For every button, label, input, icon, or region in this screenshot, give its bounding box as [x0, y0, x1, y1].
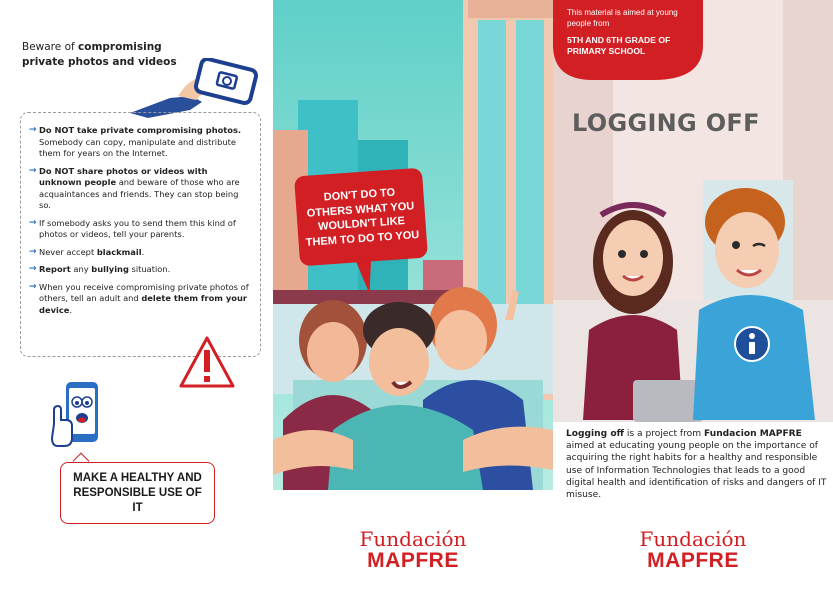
list-item — [29, 247, 250, 259]
tips-list — [20, 112, 261, 357]
logo-line-2: MAPFRE — [647, 549, 739, 572]
arrow-right-icon: → — [29, 246, 37, 257]
page-title: LOGGING OFF — [572, 109, 760, 137]
project-description — [566, 428, 828, 501]
logo-line-1: Fundación — [639, 527, 747, 551]
desc-text-1: is a project from — [623, 429, 704, 439]
target-audience-badge — [567, 8, 687, 57]
logo-line-1: Fundación — [359, 527, 467, 551]
tip-5-bold: Report — [39, 264, 71, 274]
tip-6-end: . — [69, 304, 73, 315]
desc-bold-1: Logging off — [566, 429, 624, 439]
right-panel — [553, 0, 833, 595]
tip-5-bold-2: bullying — [91, 264, 129, 274]
list-item — [29, 218, 250, 241]
list-item — [29, 166, 250, 212]
tip-6-bold: delete them from your device — [39, 293, 247, 315]
cta-text: MAKE A HEALTHY AND RESPONSIBLE USE OF IT — [73, 471, 202, 514]
tip-4-end: . — [141, 246, 145, 257]
beware-bold-2: private photos and videos — [22, 56, 177, 68]
logo-line-2: MAPFRE — [367, 549, 459, 572]
arrow-right-icon: → — [29, 217, 37, 228]
desc-text-2: aimed at educating young people on the importance of acquiring the right habits for a healthy and responsible use of Information Technologies that leads to a good digital health and identification of risks and dangers of IT misuse. — [566, 441, 827, 501]
tip-5-text: any — [70, 264, 92, 274]
tip-2-text: and beware of those who are acquaintances and friends. They can stop being so. — [39, 177, 240, 210]
arrow-right-icon: → — [29, 264, 37, 274]
speech-bubble — [294, 168, 428, 267]
arrow-right-icon: → — [29, 125, 37, 135]
cta-message — [60, 462, 215, 524]
tip-4-text: Never accept — [39, 246, 97, 257]
hand-holding-phone-icon — [130, 58, 260, 118]
fundacion-mapfre-logo-right — [630, 528, 756, 572]
tip-1-text: Somebody can copy, manipulate and distribute them for years on the Internet. — [39, 136, 236, 158]
smartphone-icon — [48, 380, 108, 450]
tip-4-bold: blackmail — [96, 246, 142, 257]
tip-6-text: When you receive compromising private photos of others, tell an adult and — [39, 281, 249, 303]
kids-cover-illustration — [553, 0, 833, 422]
warning-triangle-icon — [178, 334, 236, 390]
audience-line: This material is aimed at young people from — [567, 8, 678, 28]
tip-2-bold: Do NOT share photos or videos with unknown people — [39, 165, 208, 187]
middle-panel — [273, 0, 553, 490]
left-panel — [0, 0, 273, 595]
desc-bold-2: Fundacion MAPFRE — [703, 429, 802, 439]
arrow-right-icon: → — [29, 165, 37, 176]
list-item — [29, 264, 250, 276]
tip-1-bold: Do NOT take private compromising photos. — [39, 125, 242, 135]
list-item — [29, 282, 250, 317]
beware-bold-1: compromising — [78, 41, 162, 53]
tip-3-text: If somebody asks you to send them this kind of photos or videos, tell your parents. — [39, 217, 236, 239]
speech-text: DON'T DO TO OTHERS WHAT YOU WOULDN'T LIKE THEM TO DO TO YOU — [305, 186, 420, 249]
beware-prefix: Beware of — [22, 41, 79, 53]
arrow-right-icon: → — [29, 281, 37, 292]
list-item — [29, 125, 250, 160]
audience-grade: 5TH AND 6TH GRADE OF PRIMARY SCHOOL — [567, 35, 671, 56]
tip-5-end: situation. — [128, 264, 171, 274]
fundacion-mapfre-logo — [350, 528, 476, 572]
